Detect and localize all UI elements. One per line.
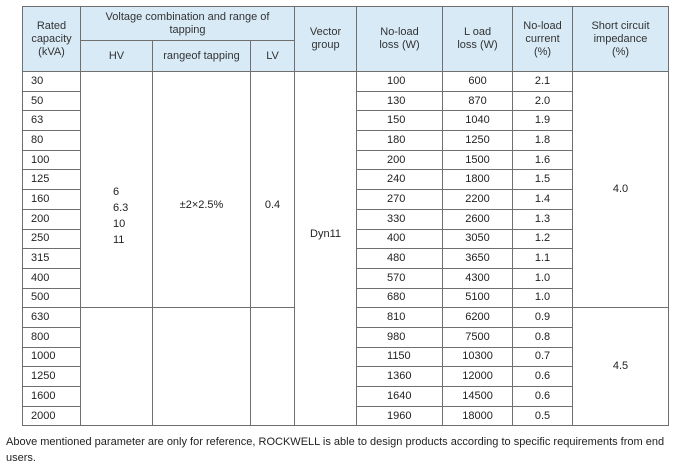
- cell-no-load-current: 0.6: [513, 387, 573, 407]
- cell-no-load-loss: 980: [357, 327, 443, 347]
- cell-hv-values: [81, 72, 153, 308]
- cell-no-load-current: 1.0: [513, 268, 573, 288]
- cell-load-loss: 3050: [443, 229, 513, 249]
- cell-no-load-loss: 1960: [357, 406, 443, 426]
- table-body: [23, 72, 669, 426]
- cell-load-loss: 870: [443, 91, 513, 111]
- cell-no-load-loss: 180: [357, 131, 443, 151]
- cell-load-loss: 1250: [443, 131, 513, 151]
- cell-capacity: 500: [23, 288, 81, 308]
- cell-no-load-loss: 150: [357, 111, 443, 131]
- cell-load-loss: 12000: [443, 367, 513, 387]
- cell-no-load-current: 0.5: [513, 406, 573, 426]
- cell-no-load-current: 1.2: [513, 229, 573, 249]
- cell-capacity: 1000: [23, 347, 81, 367]
- cell-capacity: 125: [23, 170, 81, 190]
- cell-capacity: 315: [23, 249, 81, 269]
- cell-no-load-current: 2.1: [513, 72, 573, 92]
- cell-load-loss: 6200: [443, 308, 513, 328]
- header-lv: LV: [251, 41, 295, 72]
- cell-capacity: 100: [23, 150, 81, 170]
- cell-capacity: 50: [23, 91, 81, 111]
- cell-no-load-loss: 130: [357, 91, 443, 111]
- cell-load-loss: 14500: [443, 387, 513, 407]
- cell-no-load-current: 1.4: [513, 190, 573, 210]
- cell-no-load-loss: 200: [357, 150, 443, 170]
- cell-capacity: 1600: [23, 387, 81, 407]
- cell-impedance-low: 4.0: [573, 72, 669, 308]
- cell-load-loss: 1040: [443, 111, 513, 131]
- cell-capacity: 30: [23, 72, 81, 92]
- cell-no-load-loss: 240: [357, 170, 443, 190]
- cell-load-loss: 18000: [443, 406, 513, 426]
- header-no-load-current: No-load current (%): [513, 7, 573, 72]
- table-header: [23, 7, 669, 72]
- cell-load-loss: 2200: [443, 190, 513, 210]
- cell-no-load-loss: 570: [357, 268, 443, 288]
- cell-capacity: 250: [23, 229, 81, 249]
- footnote: Above mentioned parameter are only for reference, ROCKWELL is able to design products according to specific requirements from end users.: [6, 436, 665, 464]
- transformer-spec-table: [22, 6, 669, 426]
- cell-capacity: 1250: [23, 367, 81, 387]
- cell-tapping-empty: [153, 308, 251, 426]
- cell-load-loss: 2600: [443, 209, 513, 229]
- cell-no-load-current: 1.1: [513, 249, 573, 269]
- cell-no-load-loss: 1150: [357, 347, 443, 367]
- cell-capacity: 800: [23, 327, 81, 347]
- cell-load-loss: 1800: [443, 170, 513, 190]
- cell-no-load-loss: 1640: [357, 387, 443, 407]
- cell-no-load-current: 2.0: [513, 91, 573, 111]
- cell-load-loss: 10300: [443, 347, 513, 367]
- cell-load-loss: 1500: [443, 150, 513, 170]
- cell-no-load-current: 1.0: [513, 288, 573, 308]
- table-row: [23, 72, 669, 92]
- cell-capacity: 630: [23, 308, 81, 328]
- header-range-of-tapping: rangeof tapping: [153, 41, 251, 72]
- cell-no-load-current: 0.7: [513, 347, 573, 367]
- cell-lv-empty: [251, 308, 295, 426]
- cell-load-loss: 5100: [443, 288, 513, 308]
- cell-vector-group: Dyn11: [295, 72, 357, 426]
- cell-no-load-current: 0.8: [513, 327, 573, 347]
- hv-value: 10: [113, 217, 126, 230]
- cell-no-load-loss: 270: [357, 190, 443, 210]
- header-hv: HV: [81, 41, 153, 72]
- hv-value: 11: [113, 233, 125, 246]
- cell-no-load-loss: 1360: [357, 367, 443, 387]
- cell-no-load-loss: 400: [357, 229, 443, 249]
- cell-capacity: 200: [23, 209, 81, 229]
- cell-no-load-current: 1.9: [513, 111, 573, 131]
- cell-load-loss: 7500: [443, 327, 513, 347]
- cell-no-load-loss: 100: [357, 72, 443, 92]
- cell-no-load-loss: 480: [357, 249, 443, 269]
- cell-no-load-loss: 680: [357, 288, 443, 308]
- cell-no-load-current: 0.9: [513, 308, 573, 328]
- cell-load-loss: 3650: [443, 249, 513, 269]
- cell-lv: 0.4: [251, 72, 295, 308]
- header-short-circuit-impedance: Short circuit impedance (%): [573, 7, 669, 72]
- header-load-loss: L oad loss (W): [443, 7, 513, 72]
- cell-no-load-current: 0.6: [513, 367, 573, 387]
- cell-no-load-current: 1.8: [513, 131, 573, 151]
- cell-capacity: 2000: [23, 406, 81, 426]
- hv-value: 6: [113, 185, 120, 198]
- header-voltage-combination: Voltage combination and range of tapping: [81, 7, 295, 41]
- cell-capacity: 400: [23, 268, 81, 288]
- cell-load-loss: 4300: [443, 268, 513, 288]
- header-vector-group: Vector group: [295, 7, 357, 72]
- cell-no-load-current: 1.3: [513, 209, 573, 229]
- cell-hv-empty: [81, 308, 153, 426]
- cell-no-load-current: 1.6: [513, 150, 573, 170]
- cell-no-load-current: 1.5: [513, 170, 573, 190]
- hv-value: 6.3: [113, 201, 129, 214]
- cell-capacity: 160: [23, 190, 81, 210]
- header-rated-capacity: Rated capacity (kVA): [23, 7, 81, 72]
- header-no-load-loss: No-load loss (W): [357, 7, 443, 72]
- cell-tapping-range: ±2×2.5%: [153, 72, 251, 308]
- cell-capacity: 80: [23, 131, 81, 151]
- cell-no-load-loss: 810: [357, 308, 443, 328]
- cell-no-load-loss: 330: [357, 209, 443, 229]
- cell-impedance-high: 4.5: [573, 308, 669, 426]
- cell-load-loss: 600: [443, 72, 513, 92]
- cell-capacity: 63: [23, 111, 81, 131]
